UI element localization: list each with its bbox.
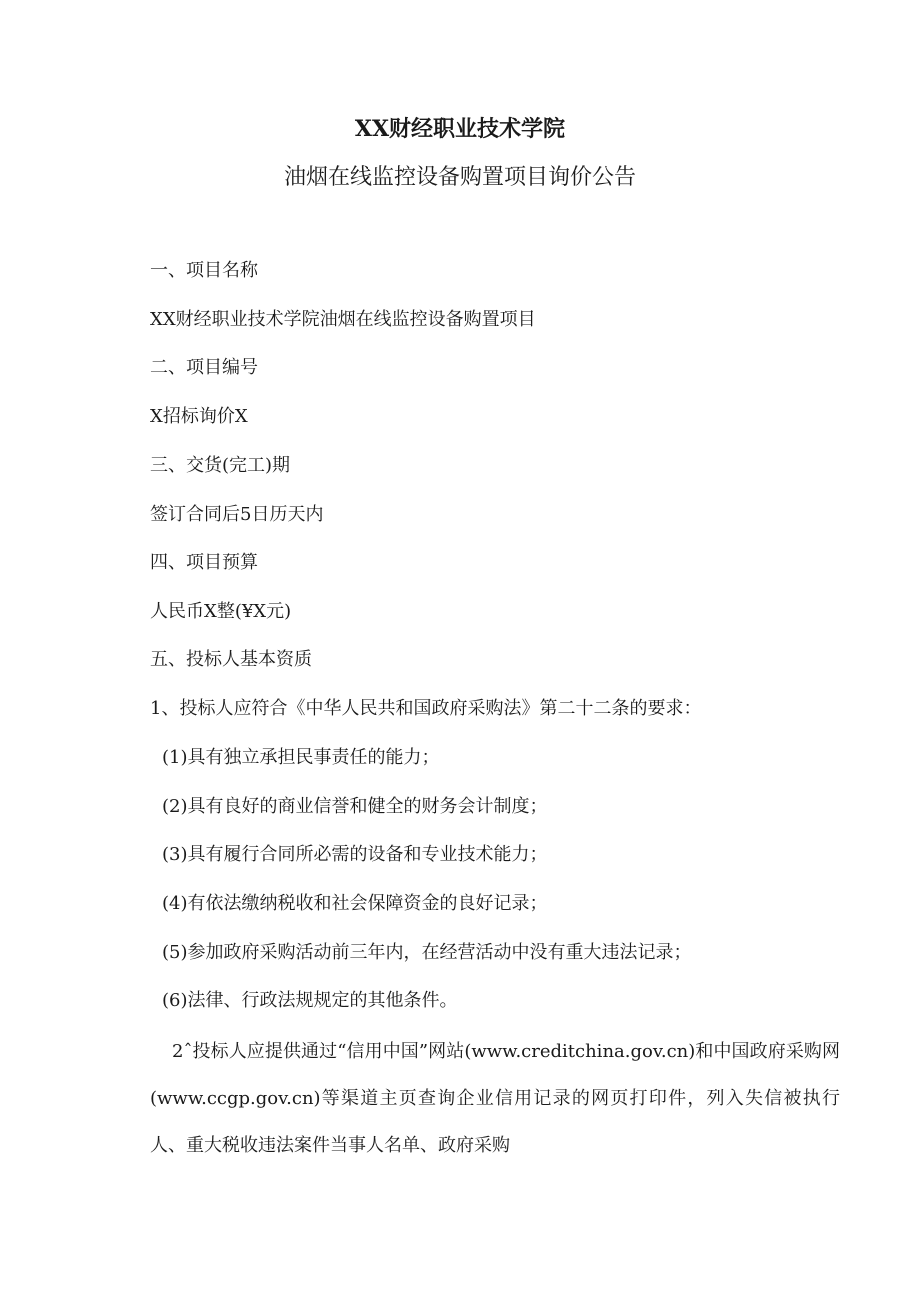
section-content-delivery-period: 签订合同后5日历天内 <box>150 504 324 525</box>
requirement-item: (3)具有履行合同所必需的设备和专业技术能力； <box>162 844 548 865</box>
paragraph-credit-records <box>150 1028 840 1169</box>
section-heading-project-name: 一、项目名称 <box>150 260 258 281</box>
document-title-line2: 油烟在线监控设备购置项目询价公告 <box>283 165 636 190</box>
section-heading-budget: 四、项目预算 <box>150 552 258 573</box>
section-heading-delivery-period: 三、交货(完工)期 <box>150 455 291 476</box>
section-content-budget: 人民币X整(¥X元) <box>150 601 292 622</box>
requirement-item: (4)有依法缴纳税收和社会保障资金的良好记录； <box>162 893 548 914</box>
section-heading-project-number: 二、项目编号 <box>150 357 258 378</box>
section-content-project-number: X招标询价X <box>150 406 248 427</box>
requirement-item: (1)具有独立承担民事责任的能力； <box>162 747 440 768</box>
requirement-item: (5)参加政府采购活动前三年内，在经营活动中没有重大违法记录； <box>162 942 692 963</box>
requirement-item: (6)法律、行政法规规定的其他条件。 <box>162 990 458 1011</box>
paragraph-credit-records-text: 2ˆ投标人应提供通过“信用中国”网站(www.creditchina.gov.cn)和中国政府采购网(www.ccgp.gov.cn)等渠道主页查询企业信用记录的网页打印件，列入失信被执行人、重大税收违法案件当事人名单、政府采购 <box>150 1041 840 1156</box>
section-heading-qualifications: 五、投标人基本资质 <box>150 649 312 670</box>
requirement-item: (2)具有良好的商业信誉和健全的财务会计制度； <box>162 796 548 817</box>
document-title-line1: XX财经职业技术学院 <box>354 116 566 142</box>
qualification-intro: 1、投标人应符合《中华人民共和国政府采购法》第二十二条的要求： <box>150 698 702 719</box>
section-content-project-name: XX财经职业技术学院油烟在线监控设备购置项目 <box>150 309 536 330</box>
